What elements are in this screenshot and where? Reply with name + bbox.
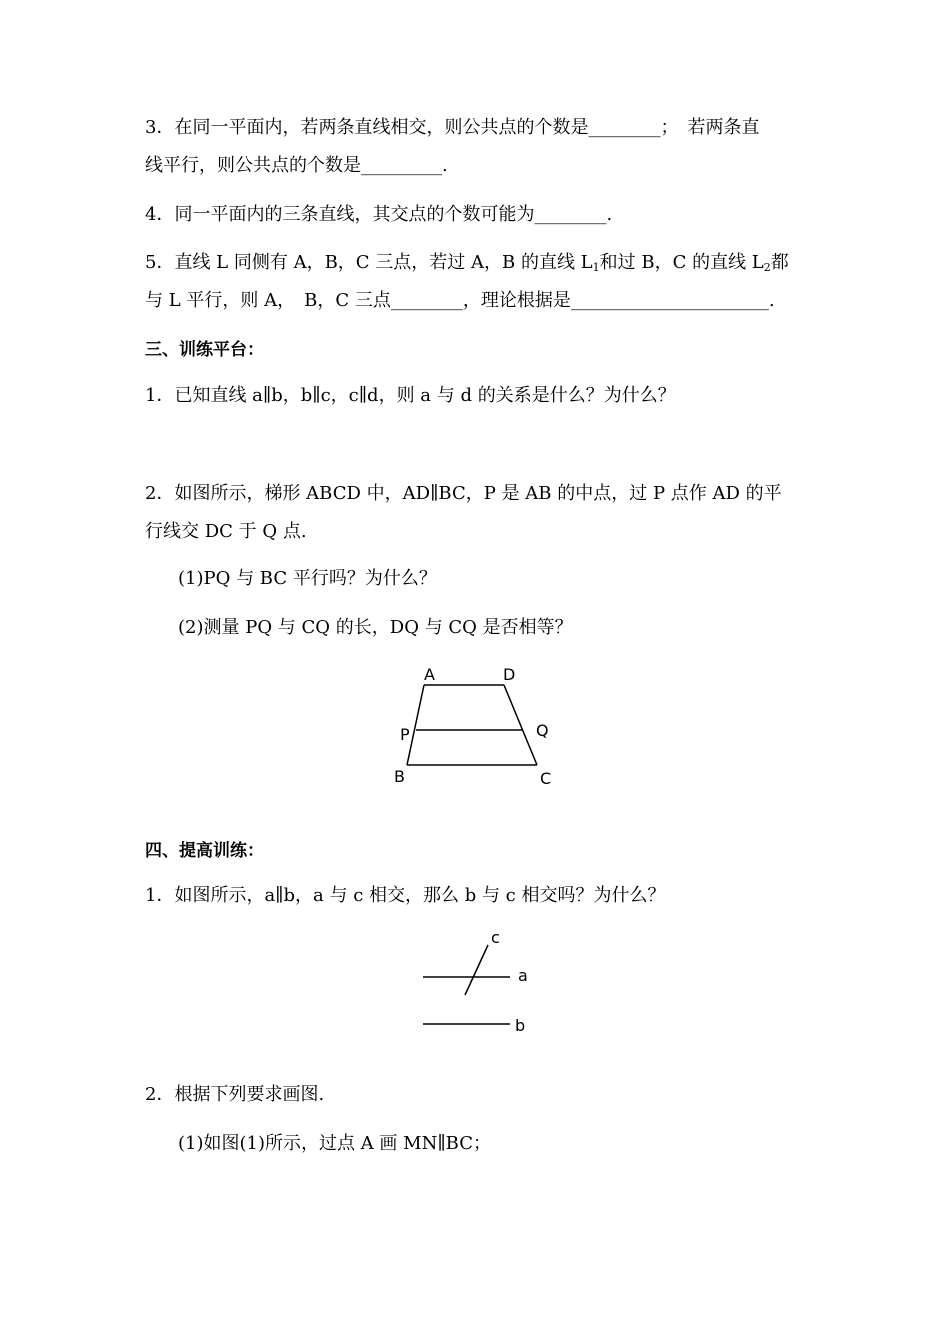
line-c [465, 945, 488, 995]
s3q2-line1: 2．如图所示，梯形 ABCD 中，AD∥BC，P 是 AB 的中点，过 P 点作 AD 的平 [145, 483, 782, 504]
trapezoid-figure [388, 660, 568, 790]
parallel-lines-figure [415, 925, 545, 1040]
s3q2-part2: (2)测量 PQ 与 CQ 的长，DQ 与 CQ 是否相等？ [178, 617, 573, 638]
label-line-c: c [491, 928, 500, 947]
q5-line1 [145, 250, 789, 276]
label-line-a: a [518, 966, 528, 985]
s4q1-text: 1．如图所示，a∥b，a 与 c 相交，那么 b 与 c 相交吗？为什么？ [145, 885, 666, 906]
label-a: A [424, 665, 435, 684]
q5-line2: 与 L 平行，则 A， B，C 三点________，理论根据是______________________. [145, 290, 775, 311]
q5-sub1: 1 [592, 261, 600, 274]
s3q2-part1: (1)PQ 与 BC 平行吗？为什么？ [178, 568, 437, 589]
q5-sub2: 2 [763, 261, 771, 274]
label-c: C [540, 769, 552, 788]
label-q: Q [536, 721, 549, 740]
q3-line1: 3．在同一平面内，若两条直线相交，则公共点的个数是________； 若两条直 [145, 117, 760, 138]
label-b: B [394, 767, 405, 786]
q5-line1-b: 和过 B，C 的直线 L [599, 252, 764, 273]
label-d: D [503, 665, 516, 684]
s3q2-line2: 行线交 DC 于 Q 点. [145, 521, 307, 542]
label-p: P [400, 725, 410, 744]
s3q1-text: 1．已知直线 a∥b，b∥c，c∥d，则 a 与 d 的关系是什么？为什么？ [145, 385, 676, 406]
q4-line1: 4．同一平面内的三条直线，其交点的个数可能为________. [145, 204, 613, 225]
s4q2-part1: (1)如图(1)所示，过点 A 画 MN∥BC； [178, 1133, 491, 1154]
section4-title: 四、提高训练： [145, 841, 264, 861]
section3-title: 三、训练平台： [145, 340, 264, 360]
q3-line2: 线平行，则公共点的个数是_________. [145, 155, 448, 176]
s4q2-text: 2．根据下列要求画图. [145, 1084, 325, 1105]
q5-line1-c: 都 [770, 252, 789, 273]
q5-line1-a: 5．直线 L 同侧有 A，B，C 三点，若过 A，B 的直线 L [145, 252, 593, 273]
label-line-b: b [515, 1016, 526, 1035]
segment-dc [504, 685, 537, 765]
